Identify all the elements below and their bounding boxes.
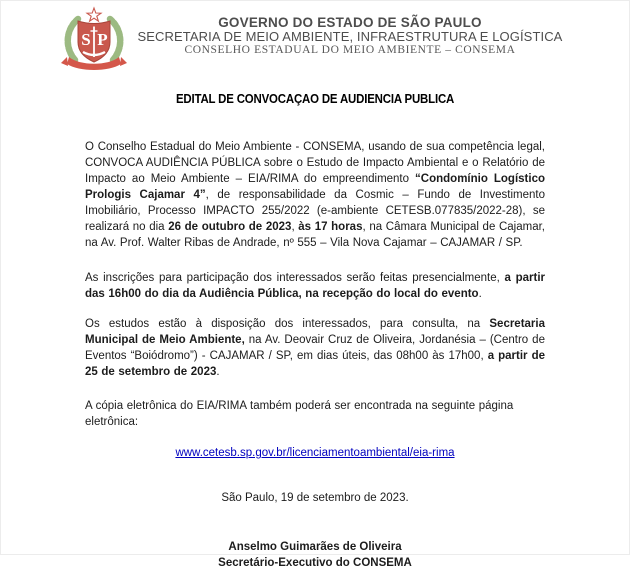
star-icon	[87, 8, 101, 21]
link-row	[85, 443, 545, 461]
signature-block	[85, 539, 545, 571]
wreath-right	[110, 19, 120, 60]
paragraph-inscriptions: As inscrições para participação dos interessados serão feitas presencialmente, a partir das 16h00 do dia da Audiência Pública, na recepção do local do evento.	[85, 272, 545, 300]
letterhead-text	[121, 15, 579, 57]
document-title: EDITAL DE CONVOCAÇAO DE AUDIENCIA PUBLICA	[175, 91, 455, 106]
sao-paulo-coat-of-arms-logo	[61, 8, 127, 72]
signature-role: Secretário-Executivo do CONSEMA	[218, 557, 412, 569]
paragraph-electronic-copy: A cópia eletrônica do EIA/RIMA também poderá ser encontrada na seguinte página eletrônica:	[85, 400, 514, 428]
paragraph-studies-availability: Os estudos estão à disposição dos interessados, para consulta, na Secretaria Municipal de Meio Ambiente, na Av. Deovair Cruz de Oliveira, Jordanésia – (Centro de Eventos “Boiódromo”) - CAJAMAR / SP, em dias úteis, das 08h00 às 17h00, a partir de 25 de setembro de 2023.	[85, 318, 545, 378]
wreath-left	[68, 19, 78, 60]
document-body	[1, 139, 629, 571]
dateline: São Paulo, 19 de setembro de 2023.	[221, 492, 409, 504]
letter-p: P	[97, 30, 108, 49]
letter-s: S	[81, 30, 91, 49]
org-council-line: CONSELHO ESTADUAL DO MEIO AMBIENTE – CONSEMA	[184, 44, 516, 56]
ribbon-tail-left	[61, 57, 68, 66]
ribbon-tail-right	[120, 57, 127, 66]
org-government-line: GOVERNO DO ESTADO DE SÃO PAULO	[218, 15, 482, 30]
signature-name: Anselmo Guimarães de Oliveira	[228, 541, 402, 553]
eia-rima-link[interactable]: www.cetesb.sp.gov.br/licenciamentoambiental/eia-rima	[175, 447, 455, 459]
letterhead	[1, 1, 629, 73]
title-row	[1, 90, 629, 108]
paragraph-convocation: O Conselho Estadual do Meio Ambiente - CONSEMA, usando de sua competência legal, CONVOCA AUDIÊNCIA PÚBLICA sobre o Estudo de Impacto Ambiental e o Relatório de Impacto ao Meio Ambiente – EIA/RIMA do empreendimento “Condomínio Logístico Prologis Cajamar 4”, de responsabilidade da Cosmic – Fundo de Investimento Imobiliário, Processo IMPACTO 255/2022 (e-ambiente CETESB.077835/2022-28), se realizará no dia 26 de outubro de 2023, às 17 horas, na Câmara Municipal de Cajamar, na Av. Prof. Walter Ribas de Andrade, nº 555 – Vila Nova Cajamar – CAJAMAR / SP.	[85, 141, 545, 249]
org-secretariat-line: SECRETARIA DE MEIO AMBIENTE, INFRAESTRUTURA E LOGÍSTICA	[137, 29, 563, 44]
